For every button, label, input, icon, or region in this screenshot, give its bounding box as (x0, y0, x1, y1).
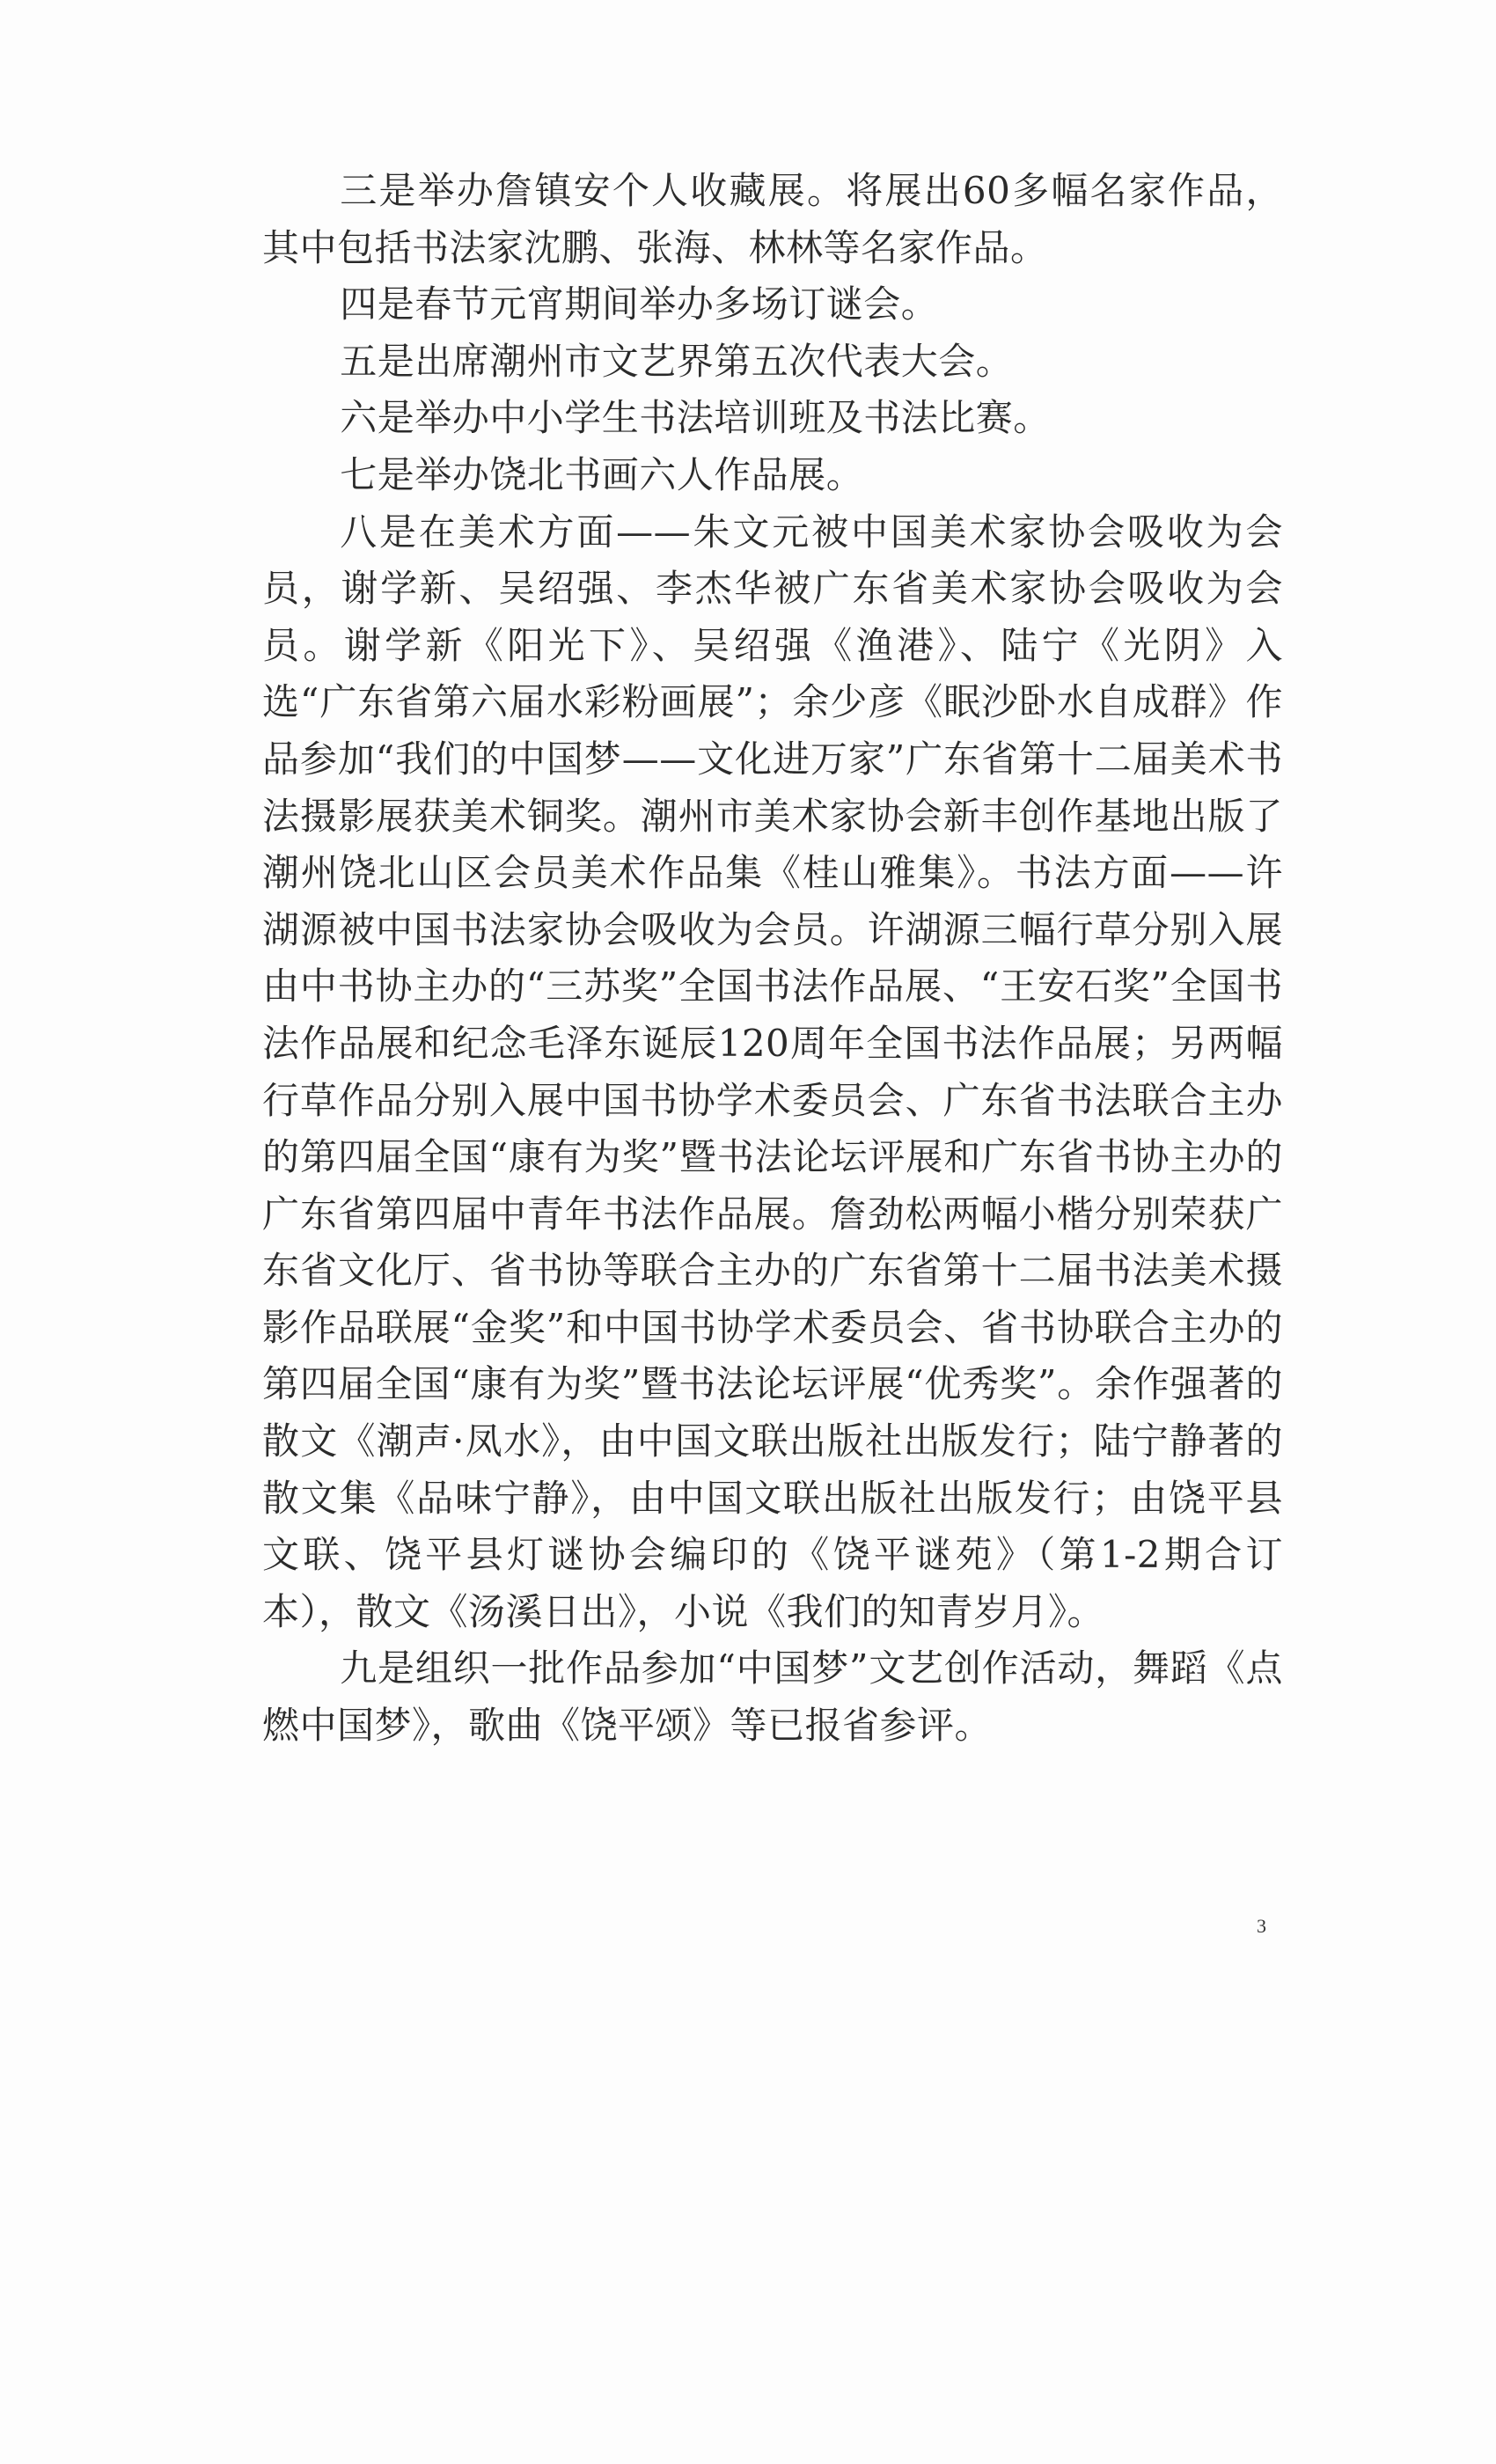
paragraph-raobei-exhibition: 七是举办饶北书画六人作品展。 (340, 452, 864, 496)
page-number: 3 (1257, 1915, 1266, 1937)
paragraph-riddle-events: 四是春节元宵期间举办多场订谜会。 (340, 282, 939, 326)
document-body (262, 163, 1283, 1755)
paragraph-china-dream-works: 九是组织一批作品参加“中国梦”文艺创作活动，舞蹈《点燃中国梦》，歌曲《饶平颂》等已报省参评。 (262, 1646, 1283, 1748)
paragraph-congress: 五是出席潮州市文艺界第五次代表大会。 (340, 339, 1014, 383)
paragraph-art-achievements: 八是在美术方面——朱文元被中国美术家协会吸收为会员，谢学新、吴绍强、李杰华被广东省美术家协会吸收为会员。谢学新《阳光下》、吴绍强《渔港》、陆宁《光阴》入选“广东省第六届水彩粉画展”；余少彦《眠沙卧水自成群》作品参加“我们的中国梦——文化进万家”广东省第十二届美术书法摄影展获美术铜奖。潮州市美术家协会新丰创作基地出版了潮州饶北山区会员美术作品集《桂山雅集》。书法方面——许湖源被中国书法家协会吸收为会员。许湖源三幅行草分别入展由中书协主办的“三苏奖”全国书法作品展、“王安石奖”全国书法作品展和纪念毛泽东诞辰120周年全国书法作品展；另两幅行草作品分别入展中国书协学术委员会、广东省书法联合主办的第四届全国“康有为奖”暨书法论坛评展和广东省书协主办的广东省第四届中青年书法作品展。詹劲松两幅小楷分别荣获广东省文化厅、省书协等联合主办的广东省第十二届书法美术摄影作品联展“金奖”和中国书协学术委员会、省书协联合主办的第四届全国“康有为奖”暨书法论坛评展“优秀奖”。余作强著的散文《潮声·凤水》，由中国文联出版社出版发行；陆宁静著的散文集《品味宁静》，由中国文联出版社出版发行；由饶平县文联、饶平县灯谜协会编印的《饶平谜苑》（第1-2期合订本），散文《汤溪日出》，小说《我们的知青岁月》。 (262, 510, 1283, 1633)
paragraph-collection-exhibition: 三是举办詹镇安个人收藏展。将展出60多幅名家作品，其中包括书法家沈鹏、张海、林林等名家作品。 (262, 169, 1283, 269)
paragraph-calligraphy-training: 六是举办中小学生书法培训班及书法比赛。 (340, 396, 1051, 440)
